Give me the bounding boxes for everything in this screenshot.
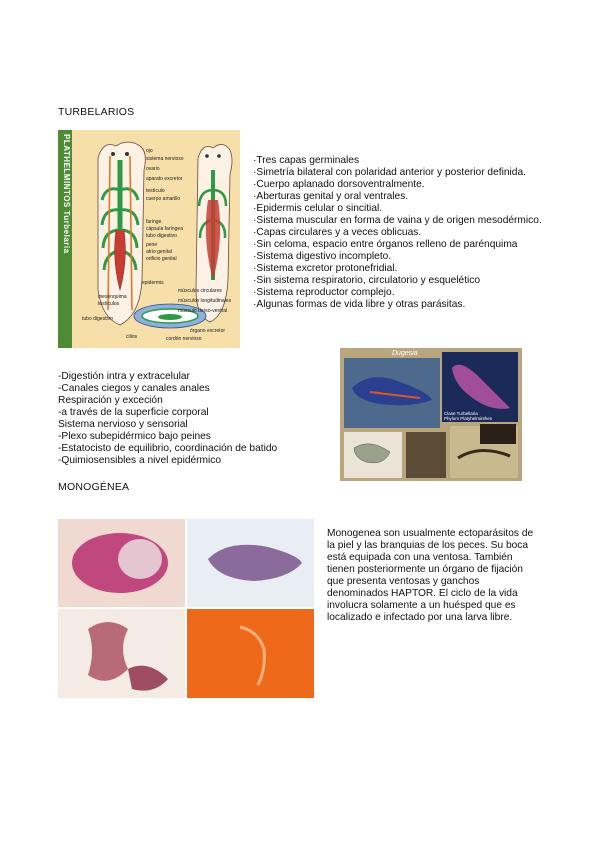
list-item: ·Algunas formas de vida libre y otras parásitas. (253, 299, 466, 310)
turbellaria-notes-list (58, 371, 328, 467)
diagram-label: músculos longitudinales (178, 298, 232, 304)
diagram-label: testículos (98, 301, 120, 307)
list-item: ·Epidermis celular o sincitial. (253, 203, 383, 214)
list-item: Respiración y exceción (58, 395, 163, 406)
list-item: -Estatocisto de equilibrio, coordinación de batido (58, 443, 278, 454)
diagram-label: orificio genital (146, 256, 177, 262)
diagram-label: órgano excretor (190, 328, 226, 334)
diagram-label: músculo dorso-ventral (178, 308, 228, 314)
diagram-label: tubo digestivo (82, 316, 113, 322)
diagram-label: cuerpo amarillo (146, 196, 181, 202)
list-item: ·Sistema reproductor complejo. (253, 287, 395, 298)
diagram-label: cilios (126, 334, 138, 340)
list-item: -a través de la superficie corporal (58, 407, 209, 418)
list-item: ·Sin sistema respiratorio, circulatorio y esquelético (253, 275, 481, 286)
diagram-band-title: PLATHELMINTOS Turbelaria (62, 134, 71, 254)
monogenea-photos (58, 519, 314, 698)
diagram-label: cordón nervioso (166, 336, 202, 342)
monogenea-description: Monogenea son usualmente ectoparásitos de la piel y las branquias de los peces. Su boca está equipada con una ventosa. También tienen posteriormente un órgano de fijación que presenta ventosas y ganchos denominados HAPTOR. El ciclo de la vida involucra solamente a un huésped que es localizado e infectado por una larva libre. (327, 528, 534, 623)
section-heading-monogenea: MONOGÉNEA (58, 481, 130, 493)
diagram-label: atrio genital (146, 249, 172, 255)
list-item: ·Cuerpo aplanado dorsoventralmente. (253, 179, 425, 190)
list-item: ·Capas circulares y a veces oblicuas. (253, 227, 422, 238)
section-heading-turbelarios: TURBELARIOS (58, 106, 135, 118)
list-item: ·Sistema muscular en forma de vaina y de origen mesodérmico. (253, 215, 542, 226)
diagram-label: pene (146, 242, 158, 248)
diagram-label: músculos circulares (178, 288, 222, 294)
list-item: ·Sin celoma, espacio entre órganos relleno de parénquima (253, 239, 518, 250)
diagram-label: testículo (146, 188, 165, 194)
list-item: ·Sistema excretor protonefridial. (253, 263, 398, 274)
dugesia-photo-caption: Clase Turbellaria (444, 411, 478, 416)
list-item: ·Simetría bilateral con polaridad anterior y posterior definida. (253, 167, 526, 178)
diagram-label: ovario (146, 166, 160, 172)
diagram-label: ojo (146, 148, 153, 154)
dugesia-photos (340, 348, 522, 481)
dugesia-photo-title: Dugesia (392, 350, 418, 357)
list-item: Sistema nervioso y sensorial (58, 419, 188, 430)
diagram-label: faringe (146, 219, 162, 225)
list-item: -Plexo subepidérmico bajo peines (58, 431, 211, 442)
list-item: ·Tres capas germinales (253, 155, 360, 166)
diagram-label: tubo digestivo (146, 233, 177, 239)
diagram-label: aparato excretor (146, 176, 183, 182)
diagram-label: cápsula faríngea (146, 226, 183, 232)
turbellaria-features-list (253, 155, 553, 311)
list-item: -Quimiosensibles a nivel epidérmico (58, 455, 222, 466)
diagram-label: mesénquima (98, 294, 127, 300)
list-item: -Canales ciegos y canales anales (58, 383, 210, 394)
list-item: -Digestión intra y extracelular (58, 371, 190, 382)
monogenea-photo-collage (58, 519, 314, 698)
diagram-label: sistema nervioso (146, 156, 184, 162)
list-item: ·Sistema digestivo incompleto. (253, 251, 392, 262)
dugesia-photo-caption: Phylum Platyhelminthes (444, 416, 493, 421)
list-item: ·Aberturas genital y oral ventrales. (253, 191, 409, 202)
dugesia-photo-collage (340, 348, 522, 481)
turbellaria-anatomy-diagram (58, 130, 240, 348)
diagram-label: epidermis (142, 280, 164, 286)
